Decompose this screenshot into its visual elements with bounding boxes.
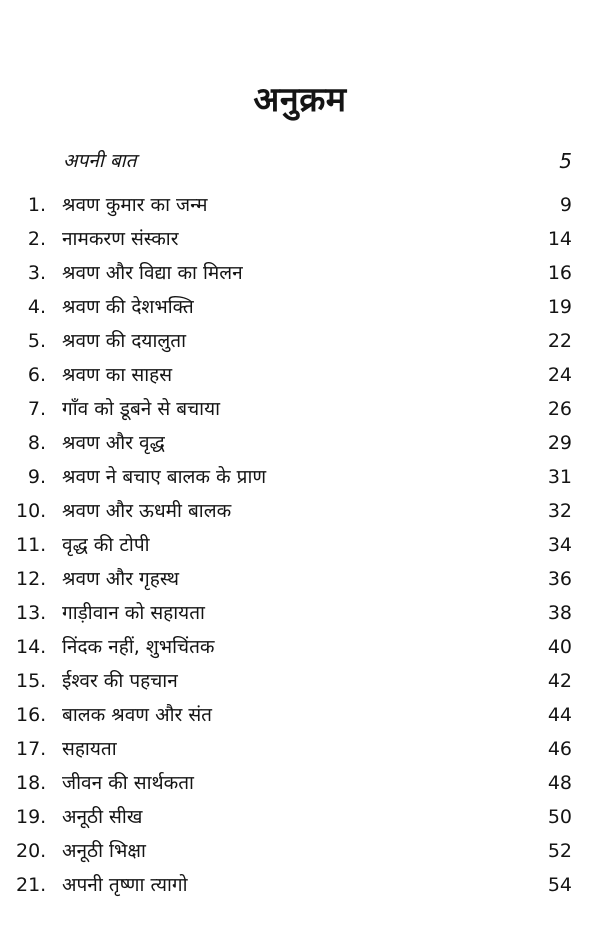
chapter-title: श्रवण का साहस: [62, 364, 173, 386]
toc-row: [0, 496, 600, 530]
chapter-number: 13.: [16, 602, 47, 624]
toc-row: [0, 462, 600, 496]
chapter-page: 52: [547, 840, 572, 862]
table-of-contents: [0, 190, 600, 904]
chapter-title: श्रवण कुमार का जन्म: [62, 194, 208, 216]
chapter-number: 3.: [27, 262, 46, 284]
chapter-page: 38: [547, 602, 572, 624]
chapter-page: 14: [547, 228, 572, 250]
chapter-number: 7.: [27, 398, 46, 420]
chapter-title: वृद्ध की टोपी: [62, 534, 150, 556]
chapter-title: श्रवण की देशभक्ति: [62, 296, 194, 318]
chapter-page: 19: [547, 296, 572, 318]
chapter-page: 40: [547, 636, 572, 658]
chapter-page: 24: [547, 364, 572, 386]
chapter-number: 2.: [27, 228, 46, 250]
toc-row: [0, 768, 600, 802]
chapter-page: 46: [547, 738, 572, 760]
chapter-title: श्रवण और ऊधमी बालक: [62, 500, 232, 522]
chapter-title: श्रवण की दयालुता: [62, 330, 187, 352]
toc-intro-label: अपनी बात: [63, 150, 137, 172]
toc-row: [0, 394, 600, 428]
chapter-title: बालक श्रवण और संत: [62, 704, 212, 726]
chapter-title: गाड़ीवान को सहायता: [62, 602, 205, 624]
chapter-number: 9.: [27, 466, 46, 488]
toc-row: [0, 564, 600, 598]
toc-row: [0, 666, 600, 700]
chapter-page: 42: [547, 670, 572, 692]
chapter-title: अनूठी भिक्षा: [62, 840, 146, 862]
chapter-page: 36: [547, 568, 572, 590]
chapter-number: 19.: [16, 806, 47, 828]
chapter-title: श्रवण ने बचाए बालक के प्राण: [62, 466, 267, 488]
toc-row: [0, 530, 600, 564]
toc-intro-page: 5: [559, 149, 572, 173]
page-title: अनुक्रम: [253, 80, 347, 120]
toc-row: [0, 360, 600, 394]
toc-row: [0, 326, 600, 360]
chapter-number: 15.: [16, 670, 47, 692]
chapter-number: 14.: [16, 636, 47, 658]
chapter-page: 32: [547, 500, 572, 522]
chapter-number: 17.: [16, 738, 47, 760]
chapter-title: श्रवण और गृहस्थ: [62, 568, 179, 590]
chapter-number: 11.: [16, 534, 47, 556]
chapter-number: 5.: [27, 330, 46, 352]
toc-row: [0, 802, 600, 836]
chapter-title: अपनी तृष्णा त्यागो: [62, 874, 188, 896]
toc-row: [0, 700, 600, 734]
chapter-page: 34: [547, 534, 572, 556]
chapter-number: 4.: [27, 296, 46, 318]
chapter-page: 44: [547, 704, 572, 726]
chapter-number: 6.: [27, 364, 46, 386]
chapter-page: 48: [547, 772, 572, 794]
chapter-page: 16: [547, 262, 572, 284]
chapter-number: 21.: [16, 874, 47, 896]
chapter-number: 1.: [27, 194, 46, 216]
chapter-title: सहायता: [62, 738, 117, 760]
chapter-title: जीवन की सार्थकता: [62, 772, 194, 794]
chapter-page: 9: [559, 194, 572, 216]
chapter-number: 8.: [27, 432, 46, 454]
chapter-page: 31: [547, 466, 572, 488]
toc-row: [0, 632, 600, 666]
toc-row: [0, 734, 600, 768]
toc-row: [0, 428, 600, 462]
chapter-page: 50: [547, 806, 572, 828]
chapter-number: 12.: [16, 568, 47, 590]
chapter-number: 16.: [16, 704, 47, 726]
toc-row: [0, 598, 600, 632]
chapter-number: 10.: [16, 500, 47, 522]
chapter-title: नामकरण संस्कार: [62, 228, 179, 250]
chapter-title: अनूठी सीख: [62, 806, 143, 828]
chapter-title: ईश्वर की पहचान: [62, 670, 178, 692]
toc-row: [0, 870, 600, 904]
chapter-title: श्रवण और विद्या का मिलन: [62, 262, 243, 284]
toc-row: [0, 258, 600, 292]
chapter-page: 26: [547, 398, 572, 420]
toc-row: [0, 836, 600, 870]
chapter-number: 20.: [16, 840, 47, 862]
toc-intro-row: [0, 147, 600, 175]
toc-row: [0, 292, 600, 326]
chapter-title: निंदक नहीं, शुभचिंतक: [62, 636, 215, 658]
toc-row: [0, 190, 600, 224]
chapter-title: गाँव को डूबने से बचाया: [62, 398, 221, 420]
chapter-number: 18.: [16, 772, 47, 794]
chapter-page: 22: [547, 330, 572, 352]
chapter-page: 54: [547, 874, 572, 896]
chapter-page: 29: [547, 432, 572, 454]
toc-row: [0, 224, 600, 258]
chapter-title: श्रवण और वृद्ध: [62, 432, 165, 454]
